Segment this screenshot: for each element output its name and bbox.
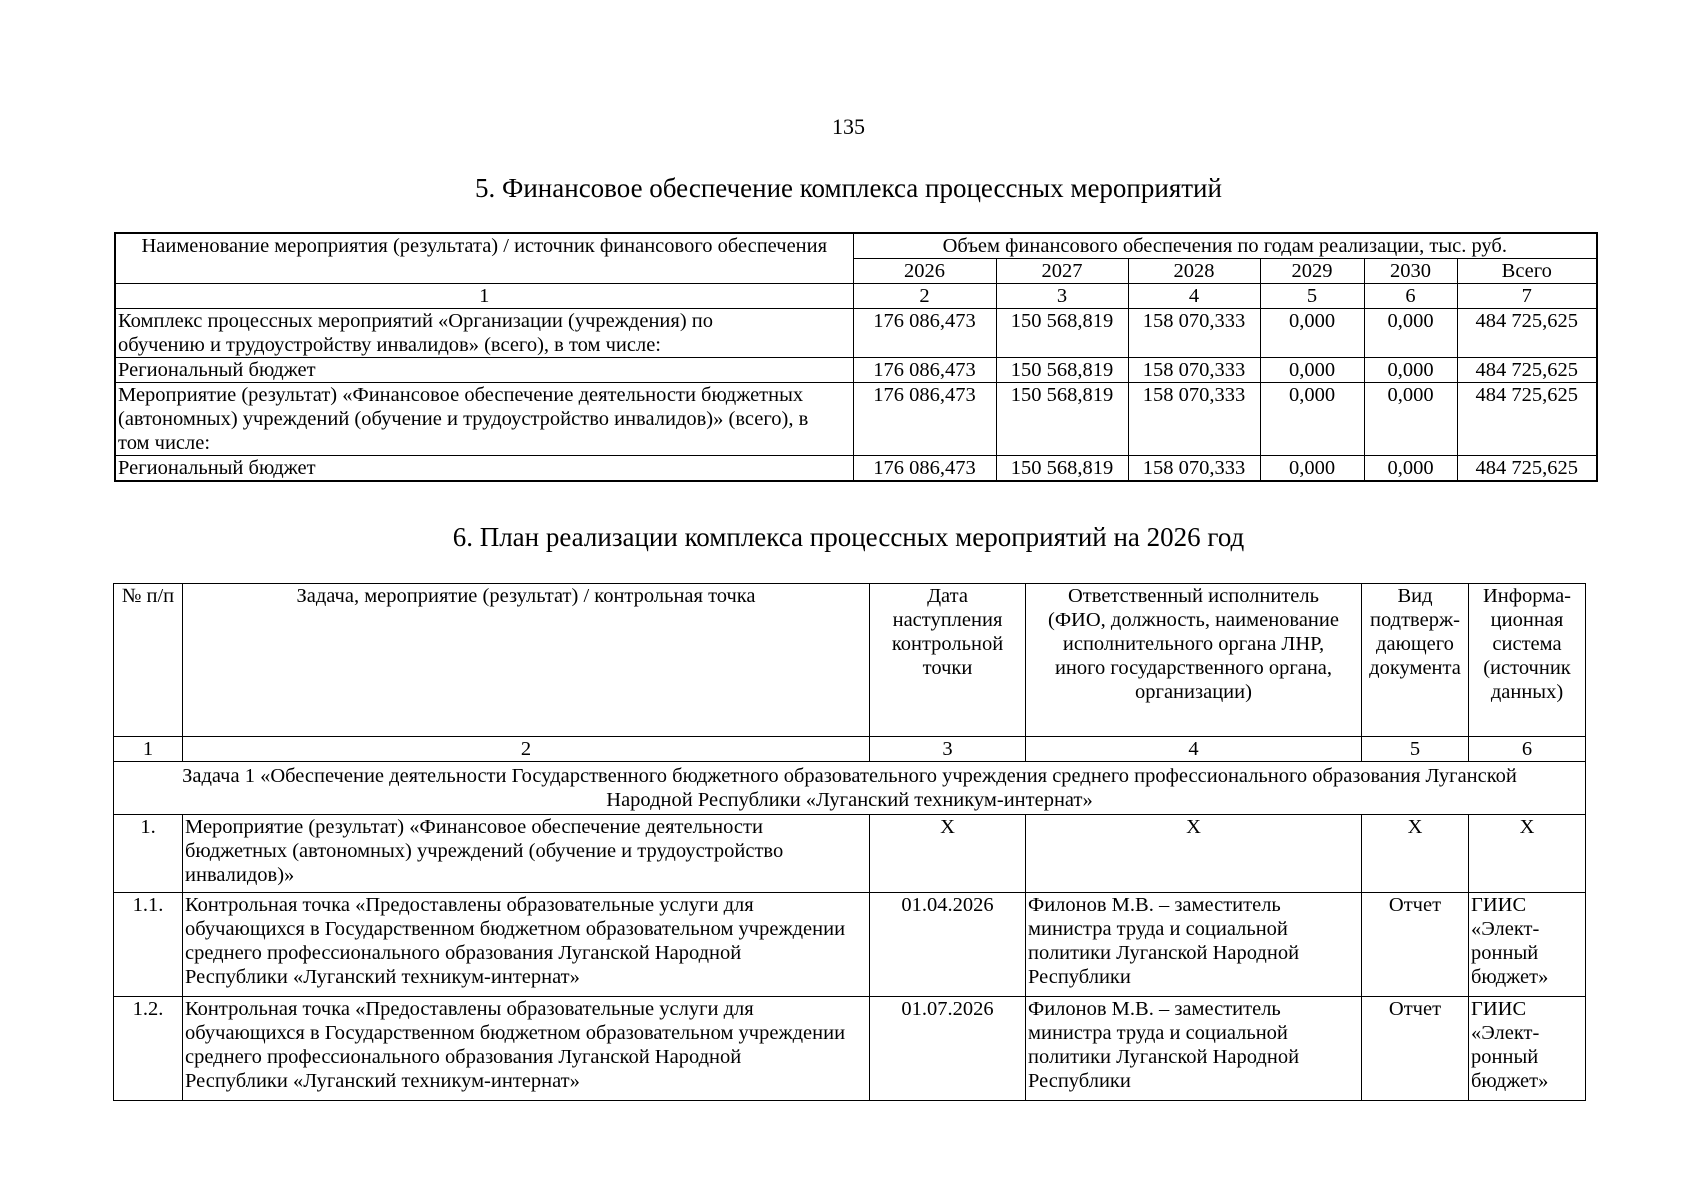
row-name: Комплекс процессных мероприятий «Организации (учреждения) по обучению и трудоустройству инвалидов» (всего), в том числе: bbox=[115, 309, 853, 358]
row-number: 1.1. bbox=[114, 893, 183, 997]
row-name: Региональный бюджет bbox=[115, 456, 853, 482]
header-responsible: Ответственный исполнитель (ФИО, должность, наименование исполнительного органа ЛНР, иного государственного органа, организации) bbox=[1026, 584, 1362, 737]
header-name: Наименование мероприятия (результата) / источник финансового обеспечения bbox=[115, 233, 853, 284]
header-volume: Объем финансового обеспечения по годам реализации, тыс. руб. bbox=[853, 233, 1597, 259]
value-cell: 484 725,625 bbox=[1457, 456, 1597, 482]
col-number: 5 bbox=[1260, 284, 1364, 309]
row-date: Х bbox=[870, 815, 1026, 893]
value-cell: 0,000 bbox=[1260, 358, 1364, 383]
year-header: 2026 bbox=[853, 259, 996, 284]
table-row bbox=[114, 893, 1586, 997]
value-cell: 158 070,333 bbox=[1128, 456, 1260, 482]
value-cell: 0,000 bbox=[1364, 309, 1457, 358]
total-header: Всего bbox=[1457, 259, 1597, 284]
row-info-system: Х bbox=[1469, 815, 1586, 893]
value-cell: 0,000 bbox=[1260, 456, 1364, 482]
year-header: 2027 bbox=[996, 259, 1128, 284]
value-cell: 150 568,819 bbox=[996, 456, 1128, 482]
section-5-title: 5. Финансовое обеспечение комплекса процессных мероприятий bbox=[475, 173, 1222, 203]
col-number: 2 bbox=[183, 737, 870, 762]
value-cell: 150 568,819 bbox=[996, 383, 1128, 456]
year-header: 2030 bbox=[1364, 259, 1457, 284]
value-cell: 158 070,333 bbox=[1128, 383, 1260, 456]
col-number: 6 bbox=[1469, 737, 1586, 762]
row-name: Региональный бюджет bbox=[115, 358, 853, 383]
value-cell: 176 086,473 bbox=[853, 358, 996, 383]
value-cell: 0,000 bbox=[1364, 358, 1457, 383]
row-number: 1. bbox=[114, 815, 183, 893]
value-cell: 158 070,333 bbox=[1128, 358, 1260, 383]
financial-table bbox=[114, 232, 1598, 482]
table-row bbox=[115, 456, 1597, 482]
row-responsible: Филонов М.В. – заместитель министра труда и социальной политики Луганской Народной Республики bbox=[1026, 893, 1362, 997]
row-document: Х bbox=[1362, 815, 1469, 893]
year-header: 2028 bbox=[1128, 259, 1260, 284]
header-document: Вид подтверж-дающего документа bbox=[1362, 584, 1469, 737]
table-row bbox=[114, 997, 1586, 1101]
col-number: 7 bbox=[1457, 284, 1597, 309]
row-document: Отчет bbox=[1362, 893, 1469, 997]
col-number: 2 bbox=[853, 284, 996, 309]
task-row: Задача 1 «Обеспечение деятельности Государственного бюджетного образовательного учреждения среднего профессионального образования Луганской Народной Республики «Луганский техникум-интернат» bbox=[114, 762, 1586, 815]
col-number: 3 bbox=[870, 737, 1026, 762]
value-cell: 0,000 bbox=[1260, 383, 1364, 456]
row-name: Контрольная точка «Предоставлены образовательные услуги для обучающихся в Государственном бюджетном образовательном учреждении среднего профессионального образования Луганской Народной Республики «Луганский техникум-интернат» bbox=[183, 893, 870, 997]
value-cell: 484 725,625 bbox=[1457, 309, 1597, 358]
col-number: 4 bbox=[1026, 737, 1362, 762]
row-date: 01.07.2026 bbox=[870, 997, 1026, 1101]
value-cell: 484 725,625 bbox=[1457, 383, 1597, 456]
row-date: 01.04.2026 bbox=[870, 893, 1026, 997]
header-date: Дата наступления контрольной точки bbox=[870, 584, 1026, 737]
col-number: 1 bbox=[114, 737, 183, 762]
table-row bbox=[114, 815, 1586, 893]
col-number: 4 bbox=[1128, 284, 1260, 309]
plan-table bbox=[113, 583, 1586, 1101]
row-name: Мероприятие (результат) «Финансовое обеспечение деятельности бюджетных (автономных) учреждений (обучение и трудоустройство инвалидов)» bbox=[183, 815, 870, 893]
page-number: 135 bbox=[832, 114, 865, 139]
value-cell: 176 086,473 bbox=[853, 309, 996, 358]
col-number: 5 bbox=[1362, 737, 1469, 762]
row-info-system: ГИИС «Элект-ронный бюджет» bbox=[1469, 997, 1586, 1101]
value-cell: 0,000 bbox=[1364, 383, 1457, 456]
row-responsible: Х bbox=[1026, 815, 1362, 893]
value-cell: 176 086,473 bbox=[853, 456, 996, 482]
col-number: 6 bbox=[1364, 284, 1457, 309]
row-name: Мероприятие (результат) «Финансовое обеспечение деятельности бюджетных (автономных) учреждений (обучение и трудоустройство инвалидов)» (всего), в том числе: bbox=[115, 383, 853, 456]
col-number: 3 bbox=[996, 284, 1128, 309]
table-row bbox=[115, 309, 1597, 358]
value-cell: 158 070,333 bbox=[1128, 309, 1260, 358]
section-6-title: 6. План реализации комплекса процессных мероприятий на 2026 год bbox=[452, 522, 1245, 552]
row-number: 1.2. bbox=[114, 997, 183, 1101]
value-cell: 150 568,819 bbox=[996, 309, 1128, 358]
value-cell: 0,000 bbox=[1364, 456, 1457, 482]
table-row bbox=[115, 383, 1597, 456]
year-header: 2029 bbox=[1260, 259, 1364, 284]
value-cell: 0,000 bbox=[1260, 309, 1364, 358]
col-number: 1 bbox=[115, 284, 853, 309]
header-info-system: Информа-ционная система (источник данных) bbox=[1469, 584, 1586, 737]
header-task: Задача, мероприятие (результат) / контрольная точка bbox=[183, 584, 870, 737]
row-document: Отчет bbox=[1362, 997, 1469, 1101]
value-cell: 484 725,625 bbox=[1457, 358, 1597, 383]
row-responsible: Филонов М.В. – заместитель министра труда и социальной политики Луганской Народной Республики bbox=[1026, 997, 1362, 1101]
row-name: Контрольная точка «Предоставлены образовательные услуги для обучающихся в Государственном бюджетном образовательном учреждении среднего профессионального образования Луганской Народной Республики «Луганский техникум-интернат» bbox=[183, 997, 870, 1101]
table-row bbox=[115, 358, 1597, 383]
row-info-system: ГИИС «Элект-ронный бюджет» bbox=[1469, 893, 1586, 997]
value-cell: 150 568,819 bbox=[996, 358, 1128, 383]
value-cell: 176 086,473 bbox=[853, 383, 996, 456]
header-number: № п/п bbox=[114, 584, 183, 737]
